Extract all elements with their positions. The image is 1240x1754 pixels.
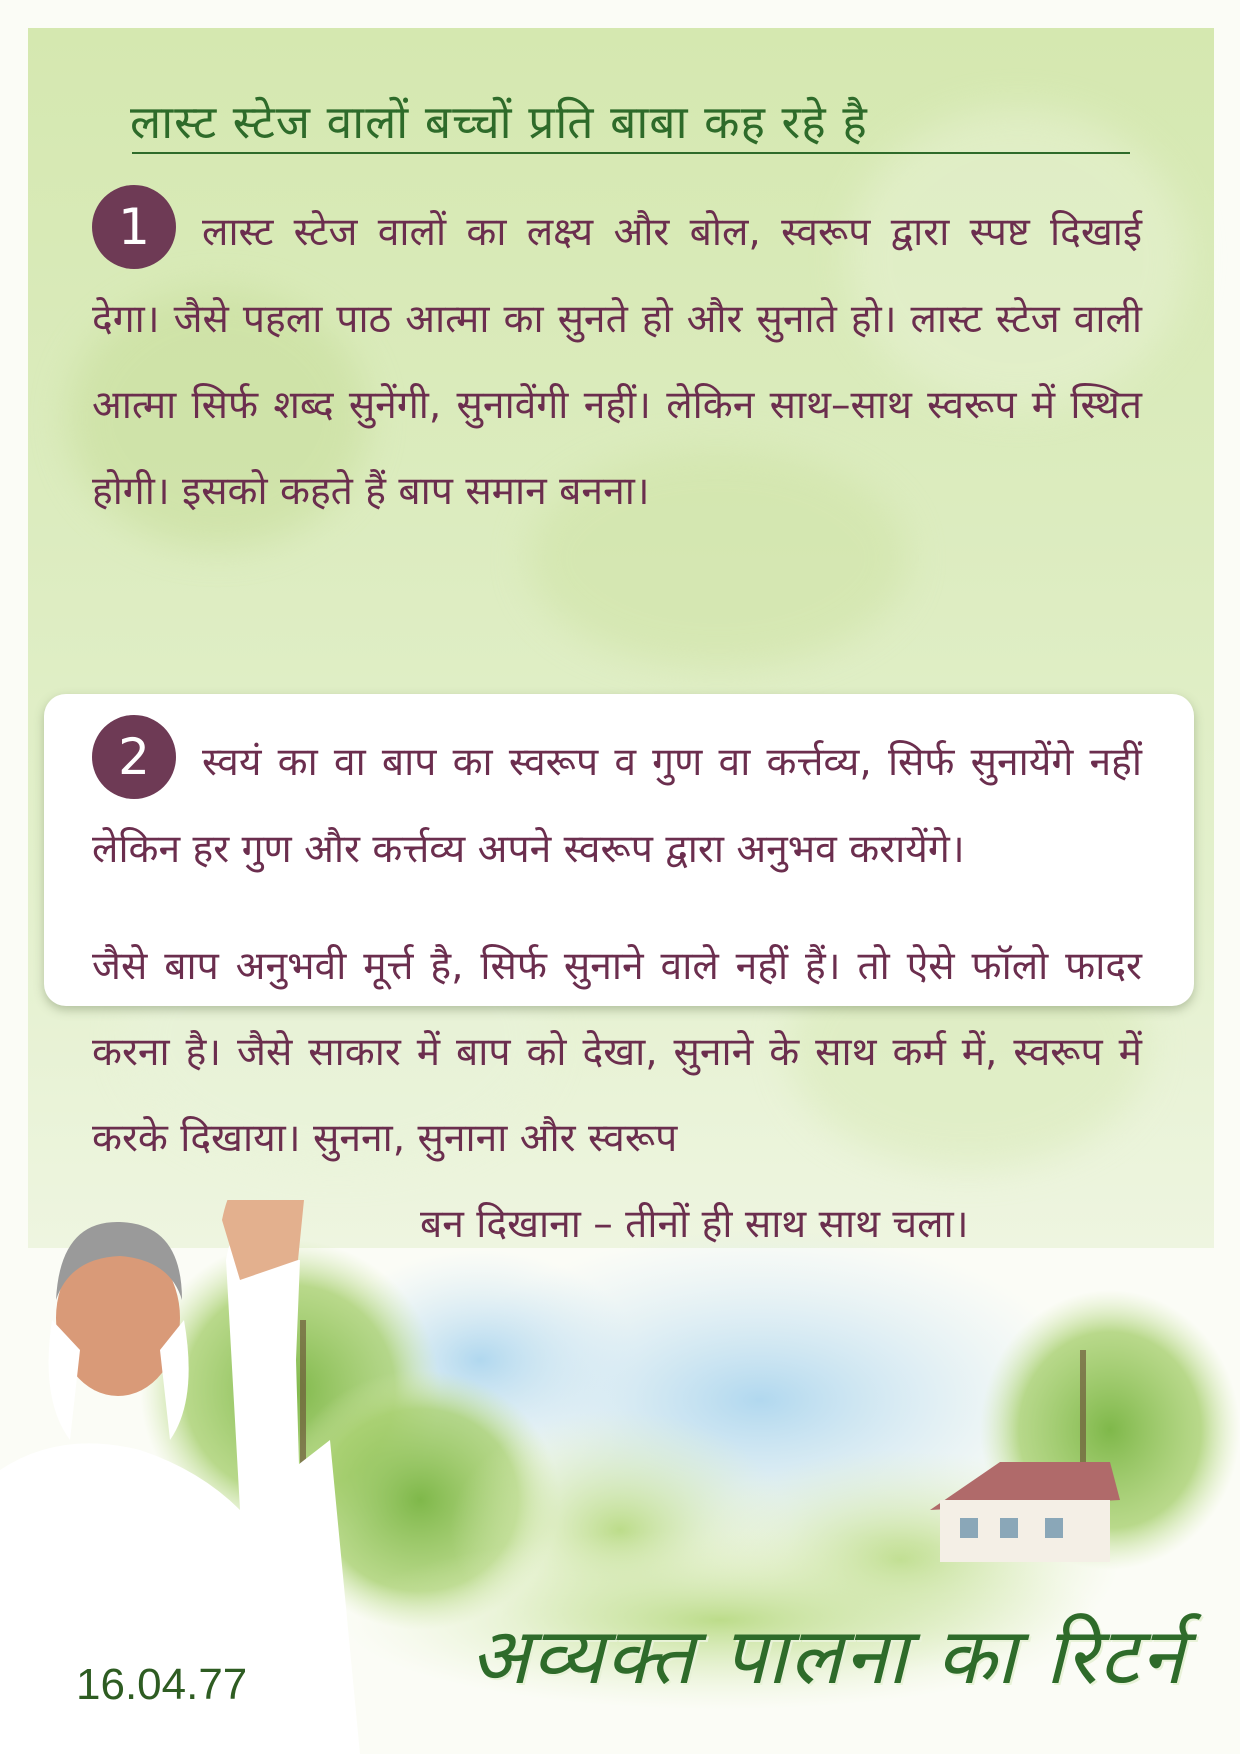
closing-last-line: बन दिखाना – तीनों ही साथ साथ चला। bbox=[420, 1202, 969, 1247]
page-title: लास्ट स्टेज वालों बच्चों प्रति बाबा कह रहे है bbox=[130, 95, 868, 149]
point-1-paragraph bbox=[92, 190, 1142, 535]
date-label: 16.04.77 bbox=[76, 1660, 248, 1709]
point-2-paragraph bbox=[92, 720, 1142, 893]
point-1-text: लास्ट स्टेज वालों का लक्ष्य और बोल, स्वरूप द्वारा स्पष्ट दिखाई देगा। जैसे पहला पाठ आत्मा का सुनते हो और सुनाते हो। लास्ट स्टेज वाली आत्मा सिर्फ शब्द सुनेंगी, सुनावेंगी नहीं। लेकिन साथ–साथ स्वरूप में स्थित होगी। इसको कहते हैं बाप समान बनना। bbox=[92, 210, 1142, 514]
point-1-number-badge: 1 bbox=[92, 185, 176, 269]
point-2-number-badge: 2 bbox=[92, 715, 176, 799]
point-2-text: स्वयं का वा बाप का स्वरूप व गुण वा कर्त्तव्य, सिर्फ सुनायेंगे नहीं लेकिन हर गुण और कर्त्तव्य अपने स्वरूप द्वारा अनुभव करायेंगे। bbox=[92, 740, 1142, 872]
closing-paragraph: जैसे बाप अनुभवी मूर्त्त है, सिर्फ सुनाने वाले नहीं हैं। तो ऐसे फॉलो फादर करना है। जैसे साकार में बाप को देखा, सुनाने के साथ कर्म में, स्वरूप में करके दिखाया। सुनना, सुनाना और स्वरूप bbox=[92, 944, 1142, 1161]
program-logo-text: अव्यक्त पालना का रिटर्न bbox=[470, 1612, 1186, 1702]
title-underline bbox=[132, 152, 1130, 154]
